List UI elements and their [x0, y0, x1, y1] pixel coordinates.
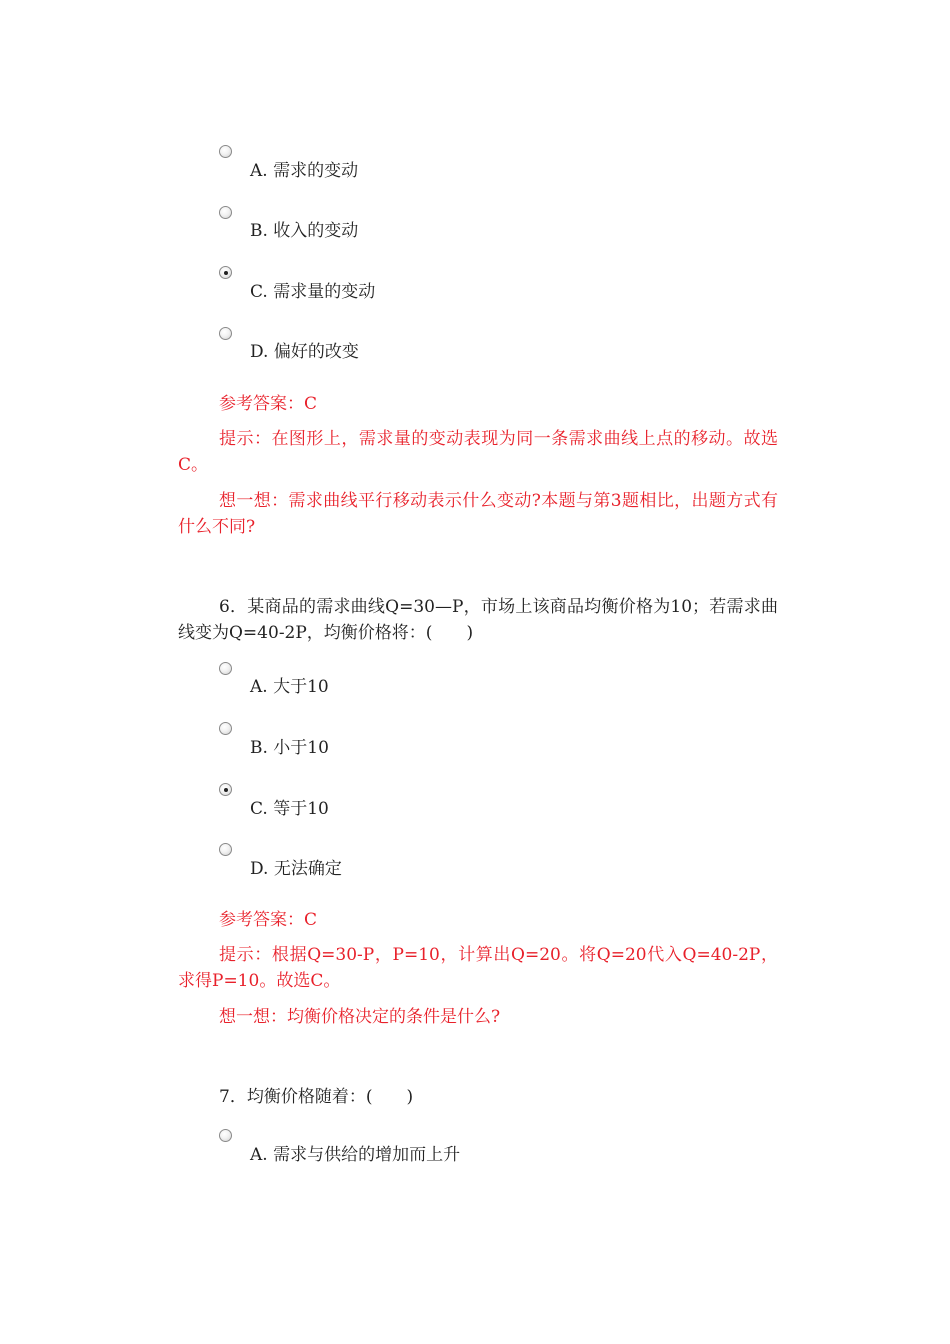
q6-question: 6．某商品的需求曲线Q=30—P，市场上该商品均衡价格为10；若需求曲线变为Q=40-2P，均衡价格将：( ) — [178, 597, 778, 643]
q6-hint: 提示：根据Q=30-P，P=10，计算出Q=20。将Q=20代入Q=40-2P，求得P=10。故选C。 — [178, 945, 778, 991]
q6-think: 想一想：均衡价格决定的条件是什么? — [219, 1007, 501, 1027]
q7-option-a-radio[interactable] — [219, 1129, 232, 1142]
q5-option-d-radio[interactable] — [219, 327, 232, 340]
q5-option-b-radio[interactable] — [219, 206, 232, 219]
q6-option-d-radio[interactable] — [219, 843, 232, 856]
q5-option-a-radio[interactable] — [219, 145, 232, 158]
q6-option-b-radio[interactable] — [219, 722, 232, 735]
q6-option-c-label: C. 等于10 — [250, 799, 329, 819]
q5-option-c-radio[interactable] — [219, 266, 232, 279]
q7-option-a-label: A. 需求与供给的增加而上升 — [250, 1145, 461, 1165]
q5-reference-answer: 参考答案：C — [219, 394, 318, 414]
q5-option-b-label: B. 收入的变动 — [250, 221, 359, 241]
q6-option-c-radio[interactable] — [219, 783, 232, 796]
q5-think: 想一想：需求曲线平行移动表示什么变动?本题与第3题相比，出题方式有什么不同? — [178, 491, 778, 537]
q7-question: 7．均衡价格随着：( ) — [219, 1087, 414, 1107]
q6-reference-answer: 参考答案：C — [219, 910, 318, 930]
q6-option-b-label: B. 小于10 — [250, 738, 329, 758]
q5-option-a-label: A. 需求的变动 — [250, 161, 359, 181]
q5-option-d-label: D. 偏好的改变 — [250, 342, 359, 362]
q5-option-c-label: C. 需求量的变动 — [250, 282, 376, 302]
q6-option-a-radio[interactable] — [219, 662, 232, 675]
q5-hint: 提示：在图形上，需求量的变动表现为同一条需求曲线上点的移动。故选C。 — [178, 429, 778, 475]
q6-option-d-label: D. 无法确定 — [250, 859, 342, 879]
q6-option-a-label: A. 大于10 — [250, 677, 329, 697]
